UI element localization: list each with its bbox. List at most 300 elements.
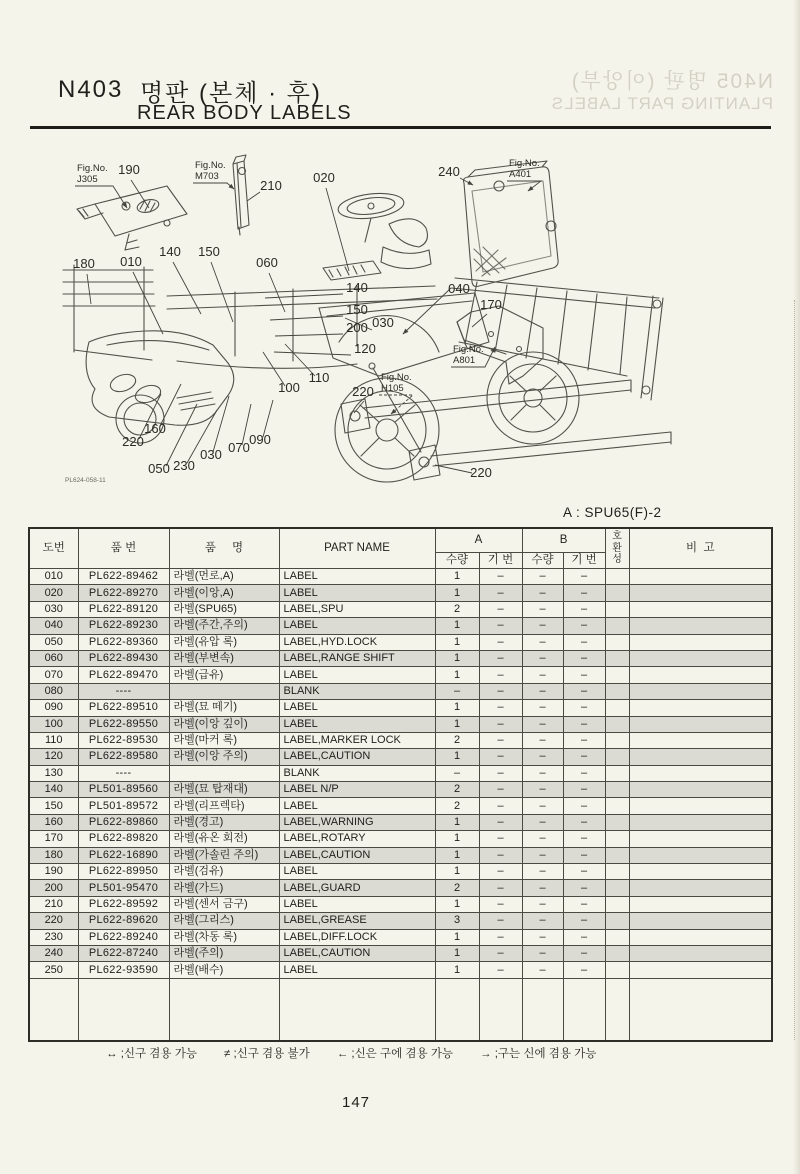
cell-b-serial: – [563,667,605,683]
cell-remark [629,634,772,650]
header-b-serial: 기 번 [563,553,605,569]
empty-cell [279,978,435,1041]
cell-name-ko: 라벨(SPU65) [169,601,279,617]
header-group-b: B [522,528,605,553]
cell-a-qty: 2 [435,782,479,798]
table-row [29,880,772,896]
bleed-line-1: N405 명판 (이앙부) [569,70,773,93]
cell-b-serial: – [563,585,605,601]
cell-a-qty: 1 [435,929,479,945]
cell-remark [629,700,772,716]
cell-a-qty: 1 [435,831,479,847]
cell-name-ko: 라벨(그리스) [169,913,279,929]
callout-label: 030 [200,447,222,462]
header-b-qty: 수량 [522,553,563,569]
table-header [29,528,772,569]
cell-b-serial: – [563,634,605,650]
cell-part-name: LABEL,CAUTION [279,749,435,765]
cell-name-ko [169,765,279,781]
table-row [29,814,772,830]
cell-part-name: LABEL [279,700,435,716]
cell-b-serial: – [563,962,605,978]
cell-part-no: PL622-89470 [78,667,169,683]
callout-label: 010 [120,254,142,269]
fig-number-label: Fig.No. [77,163,108,174]
cell-name-ko [169,683,279,699]
cell-part-name: LABEL,RANGE SHIFT [279,650,435,666]
cell-part-no: PL622-89580 [78,749,169,765]
callout-label: 220 [470,465,492,480]
cell-part-name: LABEL [279,798,435,814]
cell-part-no: PL622-89820 [78,831,169,847]
cell-a-qty: 1 [435,585,479,601]
cell-a-qty: 1 [435,667,479,683]
cell-part-no: PL622-89510 [78,700,169,716]
fig-number-label: Fig.No. [453,344,484,355]
cell-part-name: LABEL [279,667,435,683]
cell-compat [605,601,629,617]
cell-name-ko: 라벨(주간,주의) [169,618,279,634]
compatibility-legend [106,1045,623,1061]
cell-b-qty: – [522,962,563,978]
cell-b-serial: – [563,700,605,716]
cell-remark [629,847,772,863]
callout-label: 150 [198,244,220,259]
cell-part-name: LABEL [279,896,435,912]
cell-part-no: PL622-89550 [78,716,169,732]
cell-compat [605,847,629,863]
cell-b-serial: – [563,864,605,880]
table-row [29,798,772,814]
cell-name-ko: 라벨(부변속) [169,650,279,666]
cell-a-serial: – [479,585,522,601]
cell-a-serial: – [479,667,522,683]
cell-remark [629,749,772,765]
cell-no: 150 [29,798,78,814]
callout-label: 100 [278,380,300,395]
parts-table [28,527,773,1042]
cell-a-qty: 1 [435,700,479,716]
cell-no: 170 [29,831,78,847]
cell-remark [629,896,772,912]
cell-remark [629,650,772,666]
legend-item: ← ;신은 구에 겸용 가능 [336,1048,454,1060]
cell-part-name: LABEL,HYD.LOCK [279,634,435,650]
cell-compat [605,814,629,830]
cell-a-qty: – [435,765,479,781]
cell-part-name: LABEL [279,716,435,732]
cell-a-serial: – [479,831,522,847]
cell-a-serial: – [479,618,522,634]
legend-item: → ;구는 신에 겸용 가능 [480,1048,597,1060]
cell-part-no: PL622-89620 [78,913,169,929]
cell-compat [605,913,629,929]
section-code: N403 [58,76,124,103]
parts-table-body [29,569,772,1041]
cell-part-no: PL622-89462 [78,569,169,585]
cell-b-qty: – [522,618,563,634]
cell-b-qty: – [522,798,563,814]
cell-name-ko: 라벨(배수) [169,962,279,978]
cell-part-no: PL622-87240 [78,945,169,961]
cell-remark [629,945,772,961]
cell-b-serial: – [563,880,605,896]
cell-b-serial: – [563,765,605,781]
cell-a-serial: – [479,634,522,650]
cell-a-qty: 1 [435,650,479,666]
cell-part-no: PL622-89592 [78,896,169,912]
cell-part-name: LABEL [279,864,435,880]
cell-b-qty: – [522,847,563,863]
cell-compat [605,880,629,896]
cell-part-name: LABEL [279,962,435,978]
callout-label: 030 [372,315,394,330]
cell-a-serial: – [479,929,522,945]
table-row [29,618,772,634]
cell-compat [605,650,629,666]
cell-no: 040 [29,618,78,634]
cell-b-serial: – [563,732,605,748]
cell-compat [605,667,629,683]
cell-remark [629,962,772,978]
cell-a-qty: 2 [435,732,479,748]
cell-remark [629,814,772,830]
table-row [29,634,772,650]
empty-cell [522,978,563,1041]
cell-part-no: ---- [78,683,169,699]
cell-no: 010 [29,569,78,585]
cell-remark [629,618,772,634]
cell-compat [605,962,629,978]
legend-item: ↔ ;신구 겸용 가능 [106,1048,197,1060]
parts-table-grid [28,527,773,1042]
cell-a-serial: – [479,962,522,978]
cell-b-serial: – [563,913,605,929]
cell-name-ko: 라벨(가솔린 주의) [169,847,279,863]
cell-part-no: PL622-89860 [78,814,169,830]
legend-item: ≠ ;신구 겸용 불가 [223,1048,310,1060]
cell-a-serial: – [479,913,522,929]
header-remark: 비 고 [629,528,772,569]
cell-a-qty: 2 [435,601,479,617]
drawing-number: PL624-058-11 [65,477,106,484]
header-name-ko: 품 명 [169,528,279,569]
callout-label: 170 [480,297,502,312]
header-group-a: A [435,528,522,553]
cell-a-qty: 1 [435,569,479,585]
cell-a-serial: – [479,732,522,748]
callout-label: 140 [346,280,368,295]
callout-label: 110 [308,370,330,385]
callout-label: 190 [118,162,140,177]
cell-part-name: LABEL,DIFF.LOCK [279,929,435,945]
cell-compat [605,732,629,748]
cell-a-serial: – [479,716,522,732]
empty-cell [563,978,605,1041]
cell-a-qty: 1 [435,634,479,650]
cell-b-qty: – [522,880,563,896]
header-part-no: 품 번 [78,528,169,569]
cell-no: 220 [29,913,78,929]
cell-name-ko: 라벨(센서 금구) [169,896,279,912]
empty-cell [169,978,279,1041]
cell-a-serial: – [479,650,522,666]
cell-b-qty: – [522,831,563,847]
table-row [29,716,772,732]
cell-compat [605,683,629,699]
cell-a-serial: – [479,765,522,781]
cell-a-serial: – [479,749,522,765]
cell-a-qty: 1 [435,618,479,634]
cell-part-name: BLANK [279,683,435,699]
cell-remark [629,913,772,929]
cell-name-ko: 라벨(묘 탑재대) [169,782,279,798]
cell-a-qty: – [435,683,479,699]
cell-part-name: LABEL,ROTARY [279,831,435,847]
cell-b-qty: – [522,896,563,912]
cell-b-qty: – [522,683,563,699]
cell-part-no: PL622-89120 [78,601,169,617]
callout-label: 020 [313,170,335,185]
cell-no: 070 [29,667,78,683]
cell-name-ko: 라벨(급유) [169,667,279,683]
cell-a-serial: – [479,847,522,863]
cell-b-serial: – [563,782,605,798]
cell-no: 120 [29,749,78,765]
cell-a-qty: 1 [435,864,479,880]
header-compat: 호 환 성 [605,528,629,569]
cell-name-ko: 라벨(주의) [169,945,279,961]
cell-b-qty: – [522,650,563,666]
cell-b-serial: – [563,814,605,830]
cell-remark [629,880,772,896]
header-a-serial: 기 번 [479,553,522,569]
cell-a-serial: – [479,683,522,699]
cell-remark [629,732,772,748]
model-note: A : SPU65(F)-2 [563,505,662,520]
cell-part-no: PL622-93590 [78,962,169,978]
cell-a-qty: 2 [435,880,479,896]
cell-name-ko: 라벨(유온 회전) [169,831,279,847]
cell-a-serial: – [479,880,522,896]
cell-compat [605,798,629,814]
cell-no: 060 [29,650,78,666]
cell-remark [629,683,772,699]
cell-compat [605,945,629,961]
callout-label: 180 [73,256,95,271]
table-row [29,601,772,617]
cell-b-qty: – [522,782,563,798]
cell-name-ko: 라벨(묘 떼기) [169,700,279,716]
cell-compat [605,749,629,765]
cell-no: 210 [29,896,78,912]
cell-a-qty: 1 [435,749,479,765]
table-empty-space [29,978,772,1041]
cell-no: 230 [29,929,78,945]
cell-part-no: PL622-89530 [78,732,169,748]
cell-part-no: PL622-89430 [78,650,169,666]
cell-remark [629,569,772,585]
cell-no: 080 [29,683,78,699]
cell-part-name: LABEL [279,569,435,585]
cell-part-no: PL622-16890 [78,847,169,863]
cell-name-ko: 라벨(이앙 깊이) [169,716,279,732]
callout-label: 050 [148,461,170,476]
cell-a-qty: 1 [435,962,479,978]
cell-part-no: PL622-89950 [78,864,169,880]
cell-part-name: LABEL,CAUTION [279,945,435,961]
cell-no: 110 [29,732,78,748]
cell-b-serial: – [563,798,605,814]
header-a-qty: 수량 [435,553,479,569]
cell-remark [629,765,772,781]
cell-remark [629,929,772,945]
cell-part-no: PL501-95470 [78,880,169,896]
cell-name-ko: 라벨(경고) [169,814,279,830]
cell-b-qty: – [522,667,563,683]
cell-compat [605,831,629,847]
cell-compat [605,618,629,634]
table-row [29,929,772,945]
empty-cell [435,978,479,1041]
cell-no: 140 [29,782,78,798]
page-title-korean: 명판 (본체 · 후) [140,80,322,107]
cell-compat [605,782,629,798]
cell-part-name: LABEL N/P [279,782,435,798]
cell-no: 180 [29,847,78,863]
table-row [29,765,772,781]
cell-a-serial: – [479,601,522,617]
fig-number-labels [77,158,540,394]
cell-b-serial: – [563,749,605,765]
callout-label: 040 [448,281,470,296]
cell-b-qty: – [522,765,563,781]
table-row [29,913,772,929]
cell-remark [629,782,772,798]
table-row [29,896,772,912]
cell-compat [605,765,629,781]
cell-b-qty: – [522,634,563,650]
cell-part-no: ---- [78,765,169,781]
cell-part-name: BLANK [279,765,435,781]
parts-diagram [27,146,773,508]
cell-part-no: PL622-89360 [78,634,169,650]
cell-no: 240 [29,945,78,961]
cell-no: 030 [29,601,78,617]
cell-compat [605,896,629,912]
cell-compat [605,700,629,716]
cell-a-serial: – [479,798,522,814]
callout-label: 160 [144,421,166,436]
cell-part-name: LABEL,GREASE [279,913,435,929]
cell-b-serial: – [563,831,605,847]
cell-a-qty: 1 [435,814,479,830]
cell-b-qty: – [522,945,563,961]
cell-b-qty: – [522,569,563,585]
cell-part-no: PL622-89230 [78,618,169,634]
cell-b-qty: – [522,864,563,880]
callout-label: 070 [228,440,250,455]
header-part-name: PART NAME [279,528,435,569]
cell-b-qty: – [522,749,563,765]
cell-a-qty: 1 [435,945,479,961]
empty-cell [605,978,629,1041]
cell-part-no: PL622-89270 [78,585,169,601]
cell-name-ko: 라벨(이앙,A) [169,585,279,601]
cell-b-serial: – [563,618,605,634]
fig-number-label: Fig.No. [381,372,412,383]
page-title-english: REAR BODY LABELS [137,102,352,124]
fig-number-label: M703 [195,171,219,182]
cell-name-ko: 라벨(리프렉타) [169,798,279,814]
cell-a-qty: 3 [435,913,479,929]
table-row [29,945,772,961]
cell-compat [605,929,629,945]
cell-part-name: LABEL,MARKER LOCK [279,732,435,748]
callout-label: 230 [173,458,195,473]
cell-part-name: LABEL,CAUTION [279,847,435,863]
cell-b-serial: – [563,716,605,732]
callout-label: 240 [438,164,460,179]
cell-b-qty: – [522,716,563,732]
cell-compat [605,585,629,601]
cell-b-serial: – [563,847,605,863]
header-no: 도번 [29,528,78,569]
cell-no: 190 [29,864,78,880]
cell-no: 090 [29,700,78,716]
cell-remark [629,667,772,683]
cell-name-ko: 라벨(먼로,A) [169,569,279,585]
cell-part-no: PL501-89560 [78,782,169,798]
bleed-through-text [438,70,773,114]
fig-number-label: H105 [381,383,404,394]
callout-label: 220 [352,384,374,399]
table-row [29,749,772,765]
cell-compat [605,716,629,732]
cell-part-no: PL622-89240 [78,929,169,945]
cell-remark [629,864,772,880]
table-row [29,831,772,847]
cell-part-name: LABEL [279,585,435,601]
fig-number-label: Fig.No. [195,160,226,171]
cell-a-serial: – [479,569,522,585]
cell-b-qty: – [522,814,563,830]
table-row [29,683,772,699]
cell-b-serial: – [563,569,605,585]
cell-compat [605,864,629,880]
cell-b-serial: – [563,683,605,699]
cell-a-qty: 1 [435,716,479,732]
table-row [29,782,772,798]
header-rule [30,126,771,129]
bleed-line-2: PLANTING PART LABELS [550,94,773,114]
cell-a-serial: – [479,896,522,912]
callout-label: 120 [354,341,376,356]
cell-a-serial: – [479,945,522,961]
cell-remark [629,601,772,617]
callout-label: 210 [260,178,282,193]
page-number: 147 [341,1094,371,1111]
cell-b-qty: – [522,601,563,617]
cell-remark [629,585,772,601]
callout-label: 220 [122,434,144,449]
callout-label: 200 [346,320,368,335]
cell-b-serial: – [563,650,605,666]
table-row [29,847,772,863]
cell-name-ko: 라벨(마커 록) [169,732,279,748]
table-row [29,585,772,601]
callout-label: 060 [256,255,278,270]
